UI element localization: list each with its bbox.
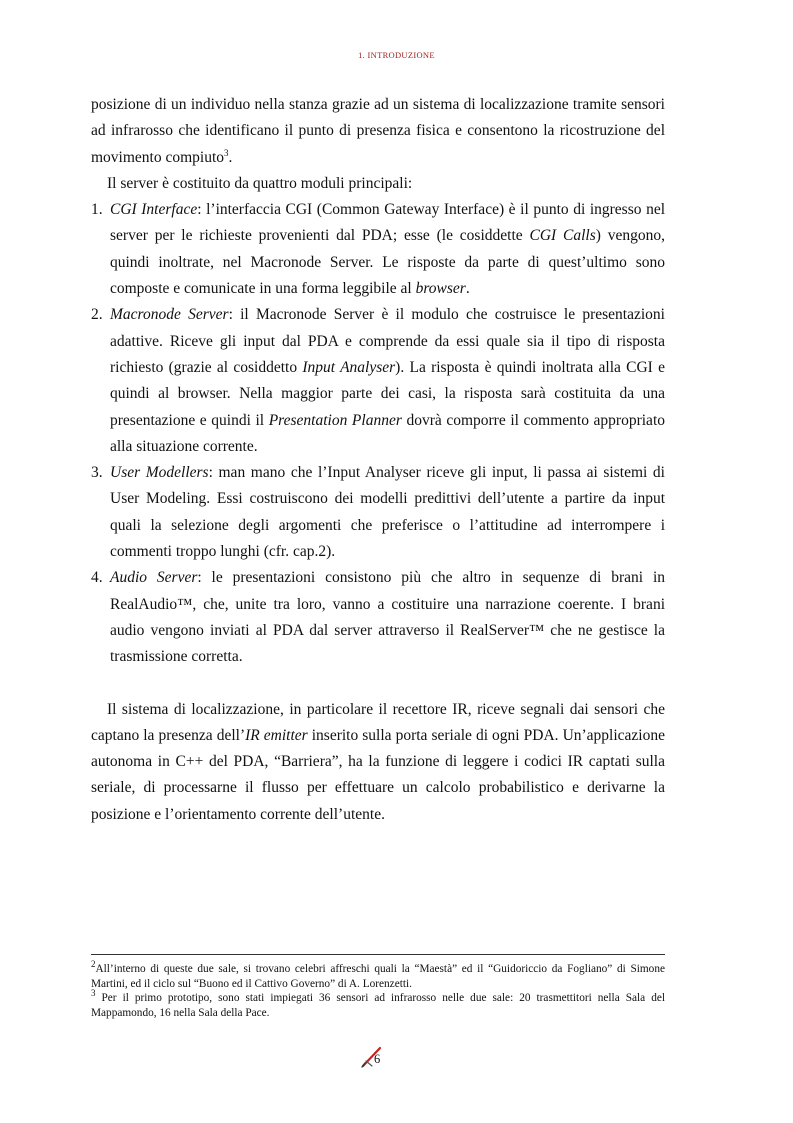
footnote-text: Per il primo prototipo, sono stati impiegati 36 sensori ad infrarosso nelle due sale: 20 trasmettitori nella Sala del Mappamondo, 16 nella Sala della Pace. <box>91 992 665 1019</box>
module-text: : il Macronode Server è il modulo che costruisce le presentazioni adattive. Riceve gli input dal PDA e comprende da essi quale sia il tipo di risposta richiesto (grazie al cosiddetto <box>110 306 665 376</box>
footnote-number: 2 <box>91 959 96 970</box>
module-term: browser <box>415 280 466 298</box>
paragraph-spacer <box>91 671 665 697</box>
list-item <box>91 302 665 460</box>
localization-text: Il sistema di localizzazione, in particolare il recettore IR, riceve segnali dai sensori che captano la presenza dell’ <box>91 700 665 744</box>
footnote-text: All’interno di queste due sale, si trovano celebri affreschi quali la “Maestà” ed il “Guidoriccio da Fogliano” di Simone Martini, ed il ciclo sul “Buono ed il Cattivo Governo” di A. Lorenzetti. <box>91 963 665 990</box>
localization-text: inserito sulla porta seriale di ogni PDA. Un’applicazione autonoma in C++ del PDA, “Barriera”, ha la funzione di leggere i codici IR captati sulla seriale, di processarne il flusso per effettuare un calcolo probabilistico e derivarne la posizione e l’orientamento corrente dell’utente. <box>91 726 665 823</box>
list-number: 2. <box>91 306 103 324</box>
footnote-ref-3[interactable]: 3 <box>224 147 229 158</box>
footnote-2 <box>91 959 665 991</box>
list-item <box>91 565 665 670</box>
module-text: . <box>465 280 470 298</box>
list-item <box>91 460 665 565</box>
footnote-divider <box>91 954 665 955</box>
page-number-block <box>360 1045 400 1069</box>
module-name: CGI Interface <box>110 201 198 219</box>
intro-text: posizione di un individuo nella stanza grazie ad un sistema di localizzazione tramite sensori ad infrarosso che identificano il punto di presenza fisica e consentono la ricostruzione del movimento compiuto <box>91 96 665 166</box>
list-number: 3. <box>91 464 103 482</box>
intro-end: . <box>228 148 233 166</box>
module-text: : le presentazioni consistono più che altro in sequenze di brani in RealAudio™, che, unite tra loro, vanno a costituire una narrazione coerente. I brani audio vengono inviati al PDA dal server attraverso il RealServer™ che ne gestisce la trasmissione corretta. <box>110 569 665 666</box>
footnotes <box>91 959 665 1020</box>
list-item <box>91 197 665 302</box>
page-number: 6 <box>374 1052 381 1066</box>
footnote-number: 3 <box>91 988 96 999</box>
module-name: Macronode Server <box>110 306 229 324</box>
body-text <box>91 92 665 828</box>
module-text: dovrà comporre il commento appropriato alla situazione corrente. <box>110 411 665 455</box>
module-name: Audio Server <box>110 569 198 587</box>
footnote-3 <box>91 988 665 1020</box>
intro-paragraph <box>91 92 665 171</box>
module-term: CGI Calls <box>529 227 596 245</box>
module-name: User Modellers <box>110 464 209 482</box>
modules-list <box>91 197 665 670</box>
module-text: ). La risposta è quindi inoltrata alla CGI e quindi al browser. Nella maggior parte dei casi, la risposta sarà costituita da una presentazione e quindi il <box>110 358 665 429</box>
pen-mark-icon <box>360 1045 386 1069</box>
localization-paragraph <box>91 697 665 828</box>
module-term: Presentation Planner <box>268 411 402 429</box>
list-number: 4. <box>91 569 103 587</box>
running-header: 1. INTRODUZIONE <box>358 50 435 60</box>
module-text: ) vengono, quindi inoltrate, nel Macronode Server. Le risposte da parte di quest’ultimo sono composte e comunicate in una forma leggibile al <box>110 227 665 298</box>
localization-term: IR emitter <box>245 726 308 744</box>
module-text: : man mano che l’Input Analyser riceve gli input, li passa ai sistemi di User Modeling. Essi costruiscono dei modelli predittivi dell’utente a partire da input quali la selezione degli argomenti che preferisce o l’attitudine ad interrompere i commenti troppo lunghi (cfr. cap.2). <box>110 464 665 561</box>
list-number: 1. <box>91 201 103 219</box>
module-text: : l’interfaccia CGI (Common Gateway Interface) è il punto di ingresso nel server per le richieste provenienti dal PDA; esse (le cosiddette <box>110 201 665 245</box>
module-term: Input Analyser <box>302 358 396 376</box>
server-intro: Il server è costituito da quattro moduli principali: <box>107 174 413 192</box>
